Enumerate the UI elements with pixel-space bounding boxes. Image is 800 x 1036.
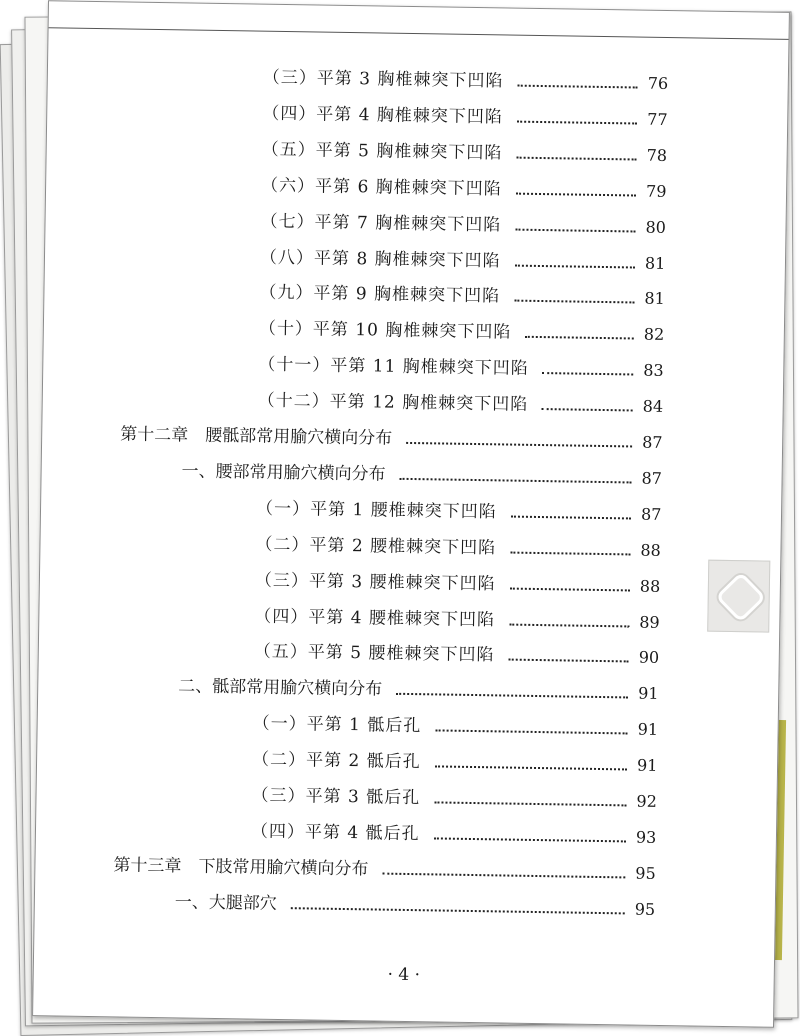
toc-entry-page: 95 [635, 863, 656, 883]
toc-entry [46, 131, 786, 173]
toc-entry-page: 81 [644, 253, 666, 273]
toc-entry-page: 91 [638, 683, 659, 704]
toc-entry-page: 87 [641, 468, 663, 488]
toc-entry [42, 418, 782, 460]
dot-leader [542, 408, 633, 411]
toc-entry-label: （十）平第 10 胸椎棘突下凹陷 [258, 318, 512, 343]
toc-entry-page: 82 [643, 324, 665, 345]
header-rule [49, 27, 789, 40]
toc-entry-page: 91 [637, 719, 659, 740]
toc-entry-label: （一）平第 1 腰椎棘突下凹陷 [255, 498, 497, 523]
dot-leader [435, 766, 627, 771]
toc-entry [45, 239, 785, 281]
toc-entry [41, 490, 781, 532]
toc-entry [44, 311, 784, 353]
toc-entry [41, 454, 781, 496]
toc-entry-page: 81 [644, 289, 665, 309]
toc-entry-label: （三）平第 3 腰椎棘突下凹陷 [254, 570, 496, 594]
toc-entry-label: （十二）平第 12 胸椎棘突下凹陷 [257, 390, 529, 415]
toc-entry-page: 87 [642, 432, 663, 452]
toc-entry [35, 885, 775, 927]
toc-entry [36, 777, 776, 819]
toc-entry [37, 741, 777, 783]
toc-entry-label: （四）平第 4 腰椎棘突下凹陷 [254, 606, 496, 630]
toc-entry-page: 89 [639, 612, 660, 632]
toc-entry-label: （七）平第 7 胸椎棘突下凹陷 [260, 211, 502, 235]
toc-entry-label: （六）平第 6 胸椎棘突下凹陷 [260, 175, 502, 200]
dot-leader [517, 156, 637, 160]
dot-leader [515, 228, 635, 232]
toc-entry-label: 一、大腿部穴 [174, 892, 278, 914]
dot-leader [542, 372, 633, 375]
toc-entry-page: 80 [645, 217, 667, 237]
toc-entry-page: 88 [639, 576, 661, 596]
page-number: · 4 · [387, 964, 421, 986]
dot-leader [518, 85, 638, 89]
toc-entry-label: （二）平第 2 腰椎棘突下凹陷 [255, 534, 497, 559]
toc-entry-label: （五）平第 5 胸椎棘突下凹陷 [261, 139, 503, 164]
dot-leader [436, 730, 628, 735]
toc-entry-page: 88 [640, 540, 661, 560]
toc-entry [45, 203, 785, 245]
toc-entry [38, 669, 778, 711]
toc-entry-page: 79 [645, 181, 667, 201]
toc-entry [43, 346, 783, 388]
toc-entry [48, 59, 788, 101]
toc-entry-label: 第十二章 腰骶部常用腧穴横向分布 [120, 424, 393, 449]
table-of-contents [49, 1, 789, 919]
dot-leader [516, 192, 636, 196]
toc-entry-label: （三）平第 3 骶后孔 [251, 785, 421, 809]
toc-entry-label: （二）平第 2 骶后孔 [251, 749, 421, 773]
toc-entry-page: 78 [646, 145, 668, 165]
toc-entry-page: 87 [640, 504, 662, 524]
dot-leader [510, 551, 630, 555]
dot-leader [406, 442, 632, 448]
dot-leader [509, 623, 629, 627]
dot-leader [400, 478, 632, 484]
toc-entry-label: 二、骶部常用腧穴横向分布 [178, 676, 383, 700]
dot-leader [509, 659, 629, 663]
toc-entry-label: （八）平第 8 胸椎棘突下凹陷 [259, 247, 501, 271]
toc-entry [39, 598, 779, 640]
dot-leader [396, 693, 628, 699]
toc-entry [35, 849, 775, 891]
toc-entry-label: 第十三章 下肢常用腧穴横向分布 [113, 855, 369, 880]
toc-entry-page: 83 [643, 360, 664, 381]
dot-leader [510, 587, 630, 591]
toc-entry [40, 562, 780, 604]
dot-leader [291, 907, 625, 914]
dot-leader [511, 515, 631, 519]
toc-entry-page: 76 [647, 73, 669, 93]
toc-entry-label: （三）平第 3 胸椎棘突下凹陷 [262, 67, 504, 92]
toc-entry [43, 382, 783, 424]
toc-entry-page: 93 [635, 827, 657, 847]
toc-entry [40, 526, 780, 568]
toc-entry-page: 95 [634, 899, 656, 919]
toc-entry [39, 634, 779, 676]
toc-entry-page: 92 [636, 791, 658, 811]
toc-entry [46, 167, 786, 209]
toc-entry [44, 275, 784, 317]
dot-leader [434, 837, 626, 842]
dot-leader [514, 300, 634, 304]
toc-entry-label: （四）平第 4 胸椎棘突下凹陷 [262, 103, 504, 128]
toc-entry-label: （一）平第 1 骶后孔 [252, 713, 422, 737]
toc-entry-label: （十一）平第 11 胸椎棘突下凹陷 [258, 354, 529, 380]
toc-entry-page: 91 [636, 755, 658, 775]
dot-leader [517, 121, 637, 125]
toc-entry-page: 77 [647, 109, 668, 129]
toc-entry [37, 705, 777, 747]
toc-entry-page: 84 [642, 396, 664, 417]
dot-leader [525, 336, 634, 340]
toc-entry-label: 一、腰部常用腧穴横向分布 [181, 461, 386, 485]
toc-entry-label: （九）平第 9 胸椎棘突下凹陷 [259, 282, 501, 307]
toc-entry [47, 95, 787, 137]
dot-leader [434, 801, 626, 806]
toc-entry [36, 813, 776, 855]
toc-entry-page: 90 [638, 647, 660, 668]
document-page [32, 0, 790, 1028]
dot-leader [515, 264, 635, 268]
dot-leader [382, 872, 625, 878]
toc-entry-label: （五）平第 5 腰椎棘突下凹陷 [253, 641, 495, 666]
toc-entry-label: （四）平第 4 骶后孔 [250, 821, 420, 845]
